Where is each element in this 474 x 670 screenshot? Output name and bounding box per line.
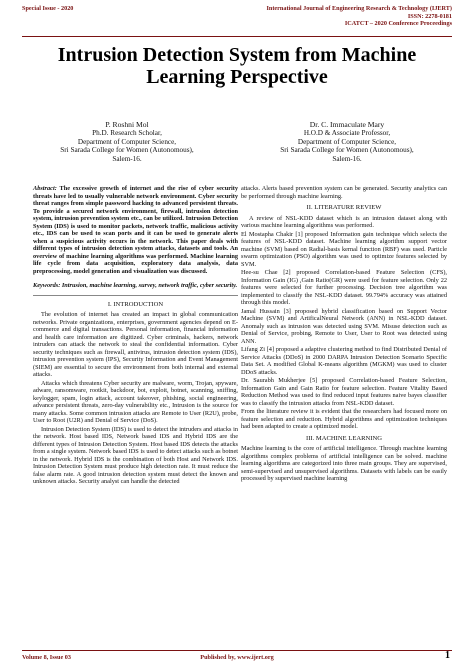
footer-rule xyxy=(22,650,452,651)
lit-paragraph-1: A review of NSL-KDD dataset which is an intrusion dataset along with various machine learning algorithms was performed. xyxy=(241,214,447,229)
lit-paragraph-4: Jamal Hussain [3] proposed hybrid classification based on Support Vector Machine (SVM) and ArtificalNeural Network (ANN) in NSL-KDD dataset. Anomaly such as intrusion was detected using SVM. Misuse detection such as Denial of Service, probing, Remote to User, User to Root was detected using ANN. xyxy=(241,307,447,345)
header-journal xyxy=(267,5,452,28)
paper-title xyxy=(22,44,452,88)
abstract-label: Abstract: xyxy=(33,185,57,192)
author-2-role: H.O.D & Associate Professor, xyxy=(303,129,391,138)
abstract-text: The excessive growth of internet and the rise of cyber security threats have led to usually vulnerable network environment. Cyber security threat ranges from simple password hacking to advanced persistent threats. To provide a secured network environment, firewall, intrusion detection system, intrusion prevention system etc., can be utilized. Intrusion Detection System (IDS) is used to monitor packets, network traffic, malicious activity etc., IDS can be used to scan ports and it can be used to generate alerts when a suspicious activity occurs in the network. This paper deals with different types of intrusion detection system attacks, datasets and tools. An overview of machine learning algorithms was performed. Machine learning life cycle from data acquisition, exploratory data analysis, data preprocessing, model generation and visualization was discussed. xyxy=(33,185,238,275)
intro-paragraph-continued: attacks. Alerts based prevention system can be generated. Security analytics can be performed through machine learning. xyxy=(241,185,447,200)
running-header xyxy=(22,3,452,33)
header-issn: ISSN: 2278-0181 xyxy=(407,12,452,20)
right-column xyxy=(241,185,447,484)
author-2 xyxy=(242,121,452,163)
author-2-college: Sri Sarada College for Women (Autonomous), xyxy=(280,146,414,155)
header-conference: ICATCT – 2020 Conference Proceedings xyxy=(344,20,452,28)
lit-paragraph-6: Dr. Saurabh Mukherjee [5] proposed Correlation-based Feature Selection, Information Gain and Gain Ratio for feature selection. Feature Vitality Based Reduction Method was used to find reduced input features naive bayes classifier was to classify the intrusion attacks from NSL-KDD dataset. xyxy=(241,377,447,407)
intro-paragraph-1: The evolution of internet has created an impact in global communication networks. Private organizations, enterprises, government agencies depend on E-commerce and digital transactions. Personal information, financial information and health care information are digitized. Cyber criminals, hackers, network intruders can attack the network to steal the confidential information. Cyber security techniques such as firewall, antivirus, intrusion detection system (IDS), intrusion prevention system (IPS), Security Information and Event Management (SIEM) are essential to secure the environment from both internal and external attacks. xyxy=(33,311,238,378)
header-journal-name: International Journal of Engineering Research & Technology (IJERT) xyxy=(266,5,452,12)
header-rule xyxy=(22,36,452,37)
left-column xyxy=(33,185,238,487)
lit-paragraph-3: Hee-su Chae [2] proposed Correlation-based Feature Selection (CFS), Information Gain (IG) ,Gain Ratio(GR) were used for feature selection. Only 22 features were selected for further processing. Decision tree algorithm was implemented to classify the NSL-KDD dataset. 99.794% accuracy was attained through this model. xyxy=(241,269,447,306)
author-1 xyxy=(22,121,232,163)
page-number: 1 xyxy=(445,650,450,661)
footer-volume: Volume 8, Issue 03 xyxy=(22,654,71,661)
lit-paragraph-7: From the literature review it is evident that the researchers had focused more on feature selection and reduction. Hybrid algorithms and optimization techniques had been adapted to create a optimized model. xyxy=(241,408,447,430)
keywords: Keywords: Intrusion, machine learning, survey, network traffic, cyber security. xyxy=(33,282,238,289)
section-heading-literature-review: II. LITERATURE REVIEW xyxy=(306,204,382,211)
author-1-city: Salem-16. xyxy=(112,154,142,163)
author-1-college: Sri Sarada College for Women (Autonomous), xyxy=(60,146,194,155)
title-line-2: Learning Perspective xyxy=(146,66,328,88)
lit-paragraph-2: El Mostapha Chakir [1] proposed Information gain technique which selects the features of NSL-KDD dataset. Machine learning algorithm support vector machine (SVM) based on Radial-basis kernal function (RBF) was used. Particle swarm optimization (PSO) algorithm was used to optimize features selected by SVM. xyxy=(241,230,447,268)
section-heading-machine-learning: III. MACHINE LEARNING xyxy=(306,434,382,442)
author-2-city: Salem-16. xyxy=(332,154,362,163)
author-block xyxy=(22,121,452,181)
intro-paragraph-3: Intrusion Detection System (IDS) is used to detect the intruders and attacks in the network. Host based IDS, Network based IDS and Hybrid IDS are the different types of Intrusion Detection System. Host based IDS detects the attacks from a single system. Network based IDS is used to detect attacks such as botnet in the network. Hybrid IDS is the combination of both Host and Network IDS. Intrusion Detection System must produce high detection rate. It must reduce the false alarm rate. A good intrusion detection system must detect the known and unknown attacks. Security analyst can handle the detected xyxy=(33,425,238,485)
ml-paragraph-1: Machine learning is the core of artificial intelligence. Through machine learning algorithms complex problems of artificial intelligence can be solved. machine learning algorithms are categorized into three main groups. They are supervised, semi-supervised and unsupervised algorithms. Datasets with labels can be easily processed by supervised machine learning xyxy=(241,445,447,482)
author-1-name: P. Roshni Mol xyxy=(105,120,149,129)
section-heading-introduction: I. INTRODUCTION xyxy=(107,300,164,308)
author-1-role: Ph.D. Research Scholar, xyxy=(92,129,162,138)
footer-publisher-link[interactable]: Published by, www.ijert.org xyxy=(200,654,274,661)
lit-paragraph-5: Lifang Zi [4] proposed a adaptive clustering method to find Distributed Denial of Service Attacks (DDoS) in 2000 DARPA Intrusion Detection Scenario Specific Data Set. A modified Global K-means algorithm (MGKM) was used to cluster DDoS attacks. xyxy=(241,346,447,376)
author-2-name: Dr. C. Immaculate Mary xyxy=(309,120,385,129)
abstract xyxy=(33,185,238,275)
keywords-rule xyxy=(33,295,238,296)
title-line-1: Intrusion Detection System from Machine xyxy=(57,44,417,66)
intro-paragraph-2: Attacks which threatens Cyber security are malware, worm, Trojan, spyware, adware, ransomware, rootkit, backdoor, bot, exploit, botnet, scanning, sniffing, keylogger, spam, login attack, account takeover, phishing, social engineering, advance persistent threats, zero-day vulnerability etc., Intrusion is the source for many attacks. Some common intrusion attacks are Remote to User (R2U), probe, User to Root (U2R) and Denial of Service (DoS). xyxy=(33,379,238,424)
author-2-dept: Department of Computer Science, xyxy=(297,137,397,146)
author-1-dept: Department of Computer Science, xyxy=(77,137,177,146)
header-issue: Special Issue - 2020 xyxy=(22,5,74,12)
